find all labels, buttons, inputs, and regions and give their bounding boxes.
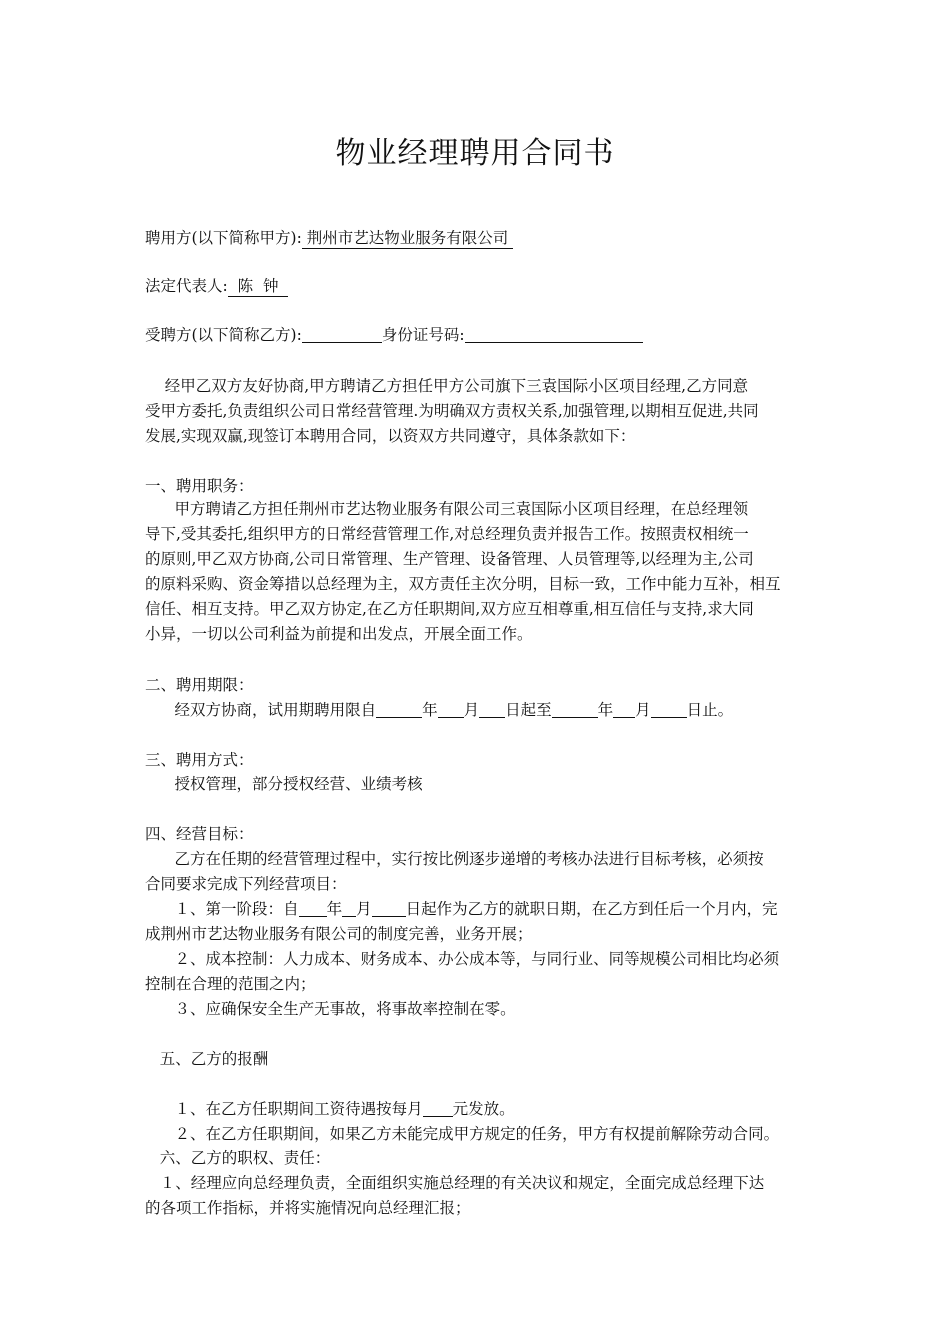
start-year-label: 年 [422,701,438,719]
salary-prefix: １、在乙方任职期间工资待遇按每月 [145,1100,423,1118]
intro-line-1: 经甲乙双方友好协商,甲方聘请乙方担任甲方公司旗下三袁国际小区项目经理,乙方同意 [145,377,749,395]
end-day-label: 日止。 [686,701,734,719]
employer-name: 荆州市艺达物业服务有限公司 [301,229,514,247]
stage-one-line [145,897,778,921]
safety-line: ３、应确保安全生产无事故，将事故率控制在零。 [145,1000,516,1018]
section-2-heading: 二、聘用期限： [145,676,254,694]
stage-year-blank [299,898,327,917]
intro-line-3: 发展,实现双赢,现签订本聘用合同，以资双方共同遵守，具体条款如下： [145,427,636,445]
salary-suffix: 元发放。 [452,1100,515,1118]
section-1-line-6: 小异，一切以公司利益为前提和出发点，开展全面工作。 [145,625,533,643]
stage-one-suffix: 日起作为乙方的就职日期，在乙方到任后一个月内，完 [405,900,778,918]
stage-month-blank [342,898,356,917]
intro-line-2: 受甲方委托,负责组织公司日常经营管理.为明确双方责权关系,加强管理,以期相互促进,共同 [145,402,759,420]
term-line [145,698,733,722]
end-month-label: 月 [635,701,651,719]
employer-line [145,226,513,250]
start-day-blank [479,699,505,718]
section-1-heading: 一、聘用职务： [145,477,254,495]
id-label: 身份证号码: [381,326,465,344]
employee-name-blank [302,324,382,343]
start-year-blank [376,699,422,718]
section-4-line-1: 乙方在任期的经营管理过程中，实行按比例逐步递增的考核办法进行目标考核，必须按 [145,850,764,868]
start-month-label: 月 [463,701,480,719]
termination-line: ２、在乙方任职期间，如果乙方未能完成甲方规定的任务，甲方有权提前解除劳动合同。 [145,1125,780,1143]
employee-line [145,323,643,347]
end-day-blank [651,699,687,718]
employer-label: 聘用方(以下简称甲方): [145,229,302,247]
id-number-blank [465,324,643,343]
stage-one-line-2: 成荆州市艺达物业服务有限公司的制度完善，业务开展； [145,925,533,943]
stage-month-label: 月 [356,900,372,918]
stage-day-blank [372,898,406,917]
section-6-heading: 六、乙方的职权、责任： [145,1149,331,1167]
salary-line [145,1097,515,1121]
duty-line-2: 的各项工作指标，并将实施情况向总经理汇报； [145,1199,471,1217]
section-3-heading: 三、聘用方式： [145,751,254,769]
section-4-heading: 四、经营目标： [145,825,254,843]
cost-control-line-2: 控制在合理的范围之内； [145,975,316,993]
section-1-line-5: 信任、相互支持。甲乙双方协定,在乙方任职期间,双方应互相尊重,相互信任与支持,求大同 [145,600,754,618]
section-1-line-2: 导下,受其委托,组织甲方的日常经营管理工作,对总经理负责并报告工作。按照责权相统一 [145,525,749,543]
representative-label: 法定代表人: [145,277,228,295]
end-month-blank [613,699,635,718]
section-3-line: 授权管理，部分授权经营、业绩考核 [145,775,423,793]
cost-control-line-1: ２、成本控制：人力成本、财务成本、办公成本等，与同行业、同等规模公司相比均必须 [145,950,780,968]
end-year-label: 年 [597,701,614,719]
start-day-label: 日起至 [505,701,552,719]
stage-year-label: 年 [326,900,343,918]
salary-amount-blank [423,1098,453,1117]
section-1-line-1: 甲方聘请乙方担任荆州市艺达物业服务有限公司三袁国际小区项目经理，在总经理领 [145,500,749,518]
end-year-blank [552,699,598,718]
employee-label: 受聘方(以下简称乙方): [145,326,302,344]
section-1-line-3: 的原则,甲乙双方协商,公司日常管理、生产管理、设备管理、人员管理等,以经理为主,公司 [145,550,754,568]
stage-one-prefix: １、第一阶段：自 [145,900,299,918]
representative-name: 陈 钟 [227,277,289,295]
section-5-heading: 五、乙方的报酬 [145,1050,269,1068]
section-1-line-4: 的原料采购、资金筹措以总经理为主，双方责任主次分明，目标一致，工作中能力互补，相互 [145,575,781,593]
term-prefix: 经双方协商，试用期聘用限自 [145,701,377,719]
section-4-line-2: 合同要求完成下列经营项目： [145,875,347,893]
duty-line-1: １、经理应向总经理负责，全面组织实施总经理的有关决议和规定，全面完成总经理下达 [145,1174,765,1192]
document-title: 物业经理聘用合同书 [335,136,615,171]
start-month-blank [438,699,464,718]
representative-line [145,274,288,298]
